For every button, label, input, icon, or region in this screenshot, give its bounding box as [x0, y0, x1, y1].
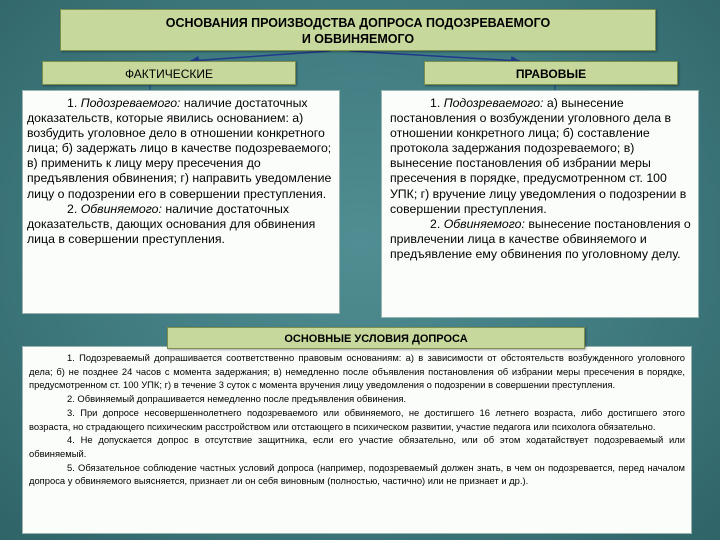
arrow-to-factual: [190, 51, 330, 61]
legal-suspect-paragraph: 1. Подозреваемого: а) вынесение постановления о возбуждении уголовного дела в отношении конкретного лица; б) составление протокола задержания подозреваемого; в) вынесение постановления об избрании меры пресечения в порядке, предусмотренном ст. 100 УПК; г) вручение лицу уведомления о подозрении в совершении преступления.: [390, 96, 687, 216]
factual-suspect-paragraph: 1. Подозреваемого: наличие достаточных доказательств, которые явились основанием: а) возбудить уголовное дело в отношении конкретного лица; б) задержать лицо в качестве подозреваемого; в) применить к лицу меру пресечения до предъявления обвинения; г) направить уведомление лицу о подозрении его в совершении преступления.: [27, 96, 332, 201]
legal-accused-term: Обвиняемого:: [443, 216, 525, 231]
conditions-panel: [22, 346, 692, 534]
factual-grounds-panel: [22, 90, 340, 314]
arrow-to-legal: [350, 51, 520, 61]
legal-grounds-panel: [381, 90, 699, 318]
legal-header: ПРАВОВЫЕ: [424, 61, 678, 85]
factual-header: ФАКТИЧЕСКИЕ: [42, 61, 296, 85]
conditions-header: ОСНОВНЫЕ УСЛОВИЯ ДОПРОСА: [167, 327, 585, 349]
condition-item: 3. При допросе несовершеннолетнего подозреваемого или обвиняемого, не достигшего 16 летнего возраста, либо достигшего этого возраста, но страдающего психическим расстройством или отстающего в психическом развитии, участие педагога или психолога обязательно.: [29, 406, 685, 432]
factual-suspect-term: Подозреваемого:: [80, 96, 181, 110]
legal-accused-paragraph: 2. Обвиняемого: вынесение постановления о привлечении лица в качестве обвиняемого и предъявление ему обвинения по уголовному делу.: [390, 216, 691, 261]
condition-item: 4. Не допускается допрос в отсутствие защитника, если его участие обязательно, или об этом ходатайствует подозреваемый или обвиняемый.: [29, 434, 685, 459]
title-line-2: И ОБВИНЯЕМОГО: [301, 32, 415, 46]
condition-item: 5. Обязательное соблюдение частных условий допроса (например, подозреваемый должен знать, в чем он подозревается, перед началом допроса у обвиняемого выясняется, признает ли он себя виновным (полностью, частично) или не признает и др.).: [29, 461, 685, 487]
title-line-1: ОСНОВАНИЯ ПРОИЗВОДСТВА ДОПРОСА ПОДОЗРЕВАЕМОГО: [165, 16, 551, 30]
condition-item: 2. Обвиняемый допрашивается немедленно после предъявления обвинения.: [67, 393, 407, 405]
condition-item: 1. Подозреваемый допрашивается соответственно правовым основаниям: а) в зависимости от обстоятельств возбужденного уголовного дела; б) не позднее 24 часов с момента задержания; в) немедленно после объявления постановления об избрании меры пресечения в порядке, предусмотренном ст. 100 УПК; г) в течение 3 суток с момента вручения лицу уведомления о подозрении в совершении преступления.: [29, 352, 685, 391]
factual-accused-paragraph: 2. Обвиняемого: наличие достаточных доказательств, дающих основания для обвинения лица в совершении преступления.: [27, 201, 316, 246]
diagram-title: [60, 9, 656, 51]
factual-accused-term: Обвиняемого:: [80, 201, 162, 216]
legal-suspect-term: Подозреваемого:: [443, 96, 544, 110]
